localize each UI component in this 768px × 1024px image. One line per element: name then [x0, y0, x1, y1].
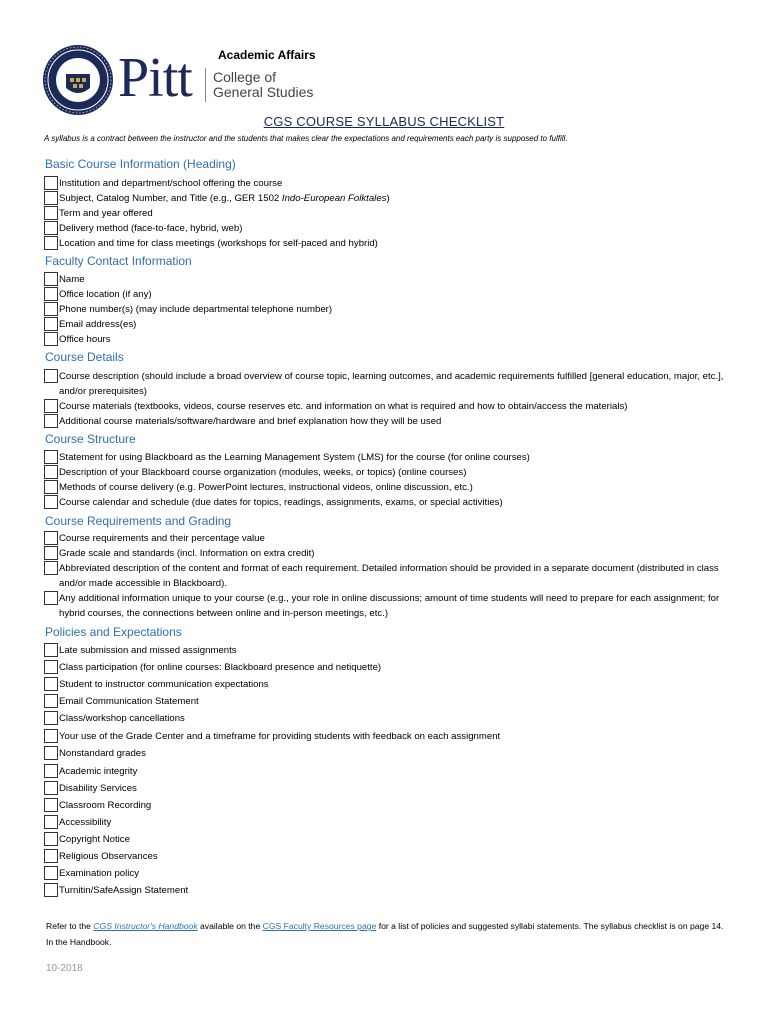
checklist-item: Turnitin/SafeAssign Statement [44, 883, 724, 898]
checklist-item: Accessibility [44, 815, 724, 830]
checkbox[interactable] [44, 414, 58, 428]
footer-note: Refer to the CGS Instructor's Handbook available on the CGS Faculty Resources page for a list of policies and suggested syllabi statements. The syllabus checklist is on page 14. In the Handbook. [46, 921, 724, 947]
checklist-item: Class participation (for online courses: Blackboard presence and netiquette) [44, 660, 724, 675]
checklist-item: Phone number(s) (may include departmental telephone number) [44, 302, 724, 317]
checklist-item: Copyright Notice [44, 832, 724, 847]
checkbox[interactable] [44, 369, 58, 383]
section-heading-faculty-contact: Faculty Contact Information [45, 254, 192, 268]
checklist-item: Late submission and missed assignments [44, 643, 724, 658]
checkbox[interactable] [44, 677, 58, 691]
section-heading-basic-info: Basic Course Information (Heading) [45, 157, 236, 171]
checklist-item: Your use of the Grade Center and a timeframe for providing students with feedback on each assignment [44, 729, 724, 744]
checklist-item: Classroom Recording [44, 798, 724, 813]
checkbox[interactable] [44, 495, 58, 509]
checklist-item: Grade scale and standards (incl. Information on extra credit) [44, 546, 724, 561]
checklist-item: Term and year offered [44, 206, 724, 221]
checkbox[interactable] [44, 287, 58, 301]
checkbox[interactable] [44, 302, 58, 316]
checklist-item: Religious Observances [44, 849, 724, 864]
checkbox[interactable] [44, 883, 58, 897]
checklist-item: Office hours [44, 332, 724, 347]
checklist-item: Location and time for class meetings (workshops for self-paced and hybrid) [44, 236, 724, 251]
checklist-item: Email Communication Statement [44, 694, 724, 709]
checkbox[interactable] [44, 399, 58, 413]
pitt-wordmark: Pitt [118, 47, 192, 109]
checklist-item: Course description (should include a broad overview of course topic, learning outcomes, and academic requirements fulfilled [general education, major, etc.], and/or prerequisites) [44, 369, 724, 399]
checkbox[interactable] [44, 236, 58, 250]
intro-text: A syllabus is a contract between the instructor and the students that makes clear the expectations and requirements each party is supposed to fulfill. [44, 134, 568, 143]
checkbox[interactable] [44, 746, 58, 760]
college-name [213, 70, 313, 100]
checklist-item: Examination policy [44, 866, 724, 881]
checklist-item: Abbreviated description of the content and format of each requirement. Detailed information should be provided in a separate document (distributed in class and/or made accessible in Blackboard). [44, 561, 724, 591]
checklist-item: Course calendar and schedule (due dates for topics, readings, assignments, exams, or special activities) [44, 495, 724, 510]
checklist-item: Description of your Blackboard course organization (modules, weeks, or topics) (online courses) [44, 465, 724, 480]
checkbox[interactable] [44, 764, 58, 778]
checklist-item: Disability Services [44, 781, 724, 796]
checklist-item: Methods of course delivery (e.g. PowerPoint lectures, instructional videos, online discussion, etc.) [44, 480, 724, 495]
academic-affairs-label: Academic Affairs [218, 48, 316, 62]
checkbox[interactable] [44, 643, 58, 657]
checklist-item: Statement for using Blackboard as the Learning Management System (LMS) for the course (for online courses) [44, 450, 724, 465]
checkbox[interactable] [44, 849, 58, 863]
checkbox[interactable] [44, 531, 58, 545]
checklist-item: Student to instructor communication expectations [44, 677, 724, 692]
college-line-2: General Studies [213, 84, 314, 100]
checkbox[interactable] [44, 561, 58, 575]
section-heading-requirements-grading: Course Requirements and Grading [45, 514, 232, 528]
checklist-item: Course materials (textbooks, videos, course reserves etc. and information on what is required and how to obtain/access the materials) [44, 399, 724, 414]
checkbox[interactable] [44, 832, 58, 846]
checklist-item: Class/workshop cancellations [44, 711, 724, 726]
checkbox[interactable] [44, 272, 58, 286]
checkbox[interactable] [44, 660, 58, 674]
faculty-resources-link[interactable]: CGS Faculty Resources page [262, 921, 377, 931]
checkbox[interactable] [44, 866, 58, 880]
checkbox[interactable] [44, 450, 58, 464]
checklist-item: Delivery method (face-to-face, hybrid, web) [44, 221, 724, 236]
checkbox[interactable] [44, 694, 58, 708]
checkbox[interactable] [44, 176, 58, 190]
letterhead [42, 44, 342, 118]
checkbox[interactable] [44, 317, 58, 331]
header-divider [205, 68, 206, 102]
checkbox[interactable] [44, 465, 58, 479]
section-heading-course-structure: Course Structure [45, 432, 136, 446]
page-title: CGS COURSE SYLLABUS CHECKLIST [263, 114, 505, 129]
section-heading-policies: Policies and Expectations [45, 625, 182, 639]
checkbox[interactable] [44, 729, 58, 743]
checkbox[interactable] [44, 221, 58, 235]
checkbox[interactable] [44, 480, 58, 494]
checkbox[interactable] [44, 798, 58, 812]
handbook-link[interactable]: CGS Instructor's Handbook [93, 921, 198, 931]
checklist-item: Name [44, 272, 724, 287]
checklist-item: Additional course materials/software/hardware and brief explanation how they will be used [44, 414, 724, 429]
college-line-1: College of [213, 69, 277, 85]
checkbox[interactable] [44, 815, 58, 829]
checkbox[interactable] [44, 546, 58, 560]
checklist-item: Course requirements and their percentage value [44, 531, 724, 546]
checklist-item: Office location (if any) [44, 287, 724, 302]
checklist-item: Email address(es) [44, 317, 724, 332]
checkbox[interactable] [44, 332, 58, 346]
checklist-item: Academic integrity [44, 764, 724, 779]
section-heading-course-details: Course Details [45, 350, 124, 364]
checkbox[interactable] [44, 781, 58, 795]
revision-date: 10-2018 [46, 963, 83, 974]
checklist-item: Nonstandard grades [44, 746, 724, 761]
checkbox[interactable] [44, 206, 58, 220]
checklist-item: Subject, Catalog Number, and Title (e.g., GER 1502 Indo-European Folktales) [44, 191, 724, 206]
checklist-item: Institution and department/school offering the course [44, 176, 724, 191]
checkbox[interactable] [44, 191, 58, 205]
checklist-item: Any additional information unique to your course (e.g., your role in online discussions; amount of time students will need to prepare for each assignment; for hybrid courses, the connections between online and in-person meetings, etc.) [44, 591, 724, 621]
university-seal-icon [42, 44, 114, 116]
checkbox[interactable] [44, 711, 58, 725]
checkbox[interactable] [44, 591, 58, 605]
